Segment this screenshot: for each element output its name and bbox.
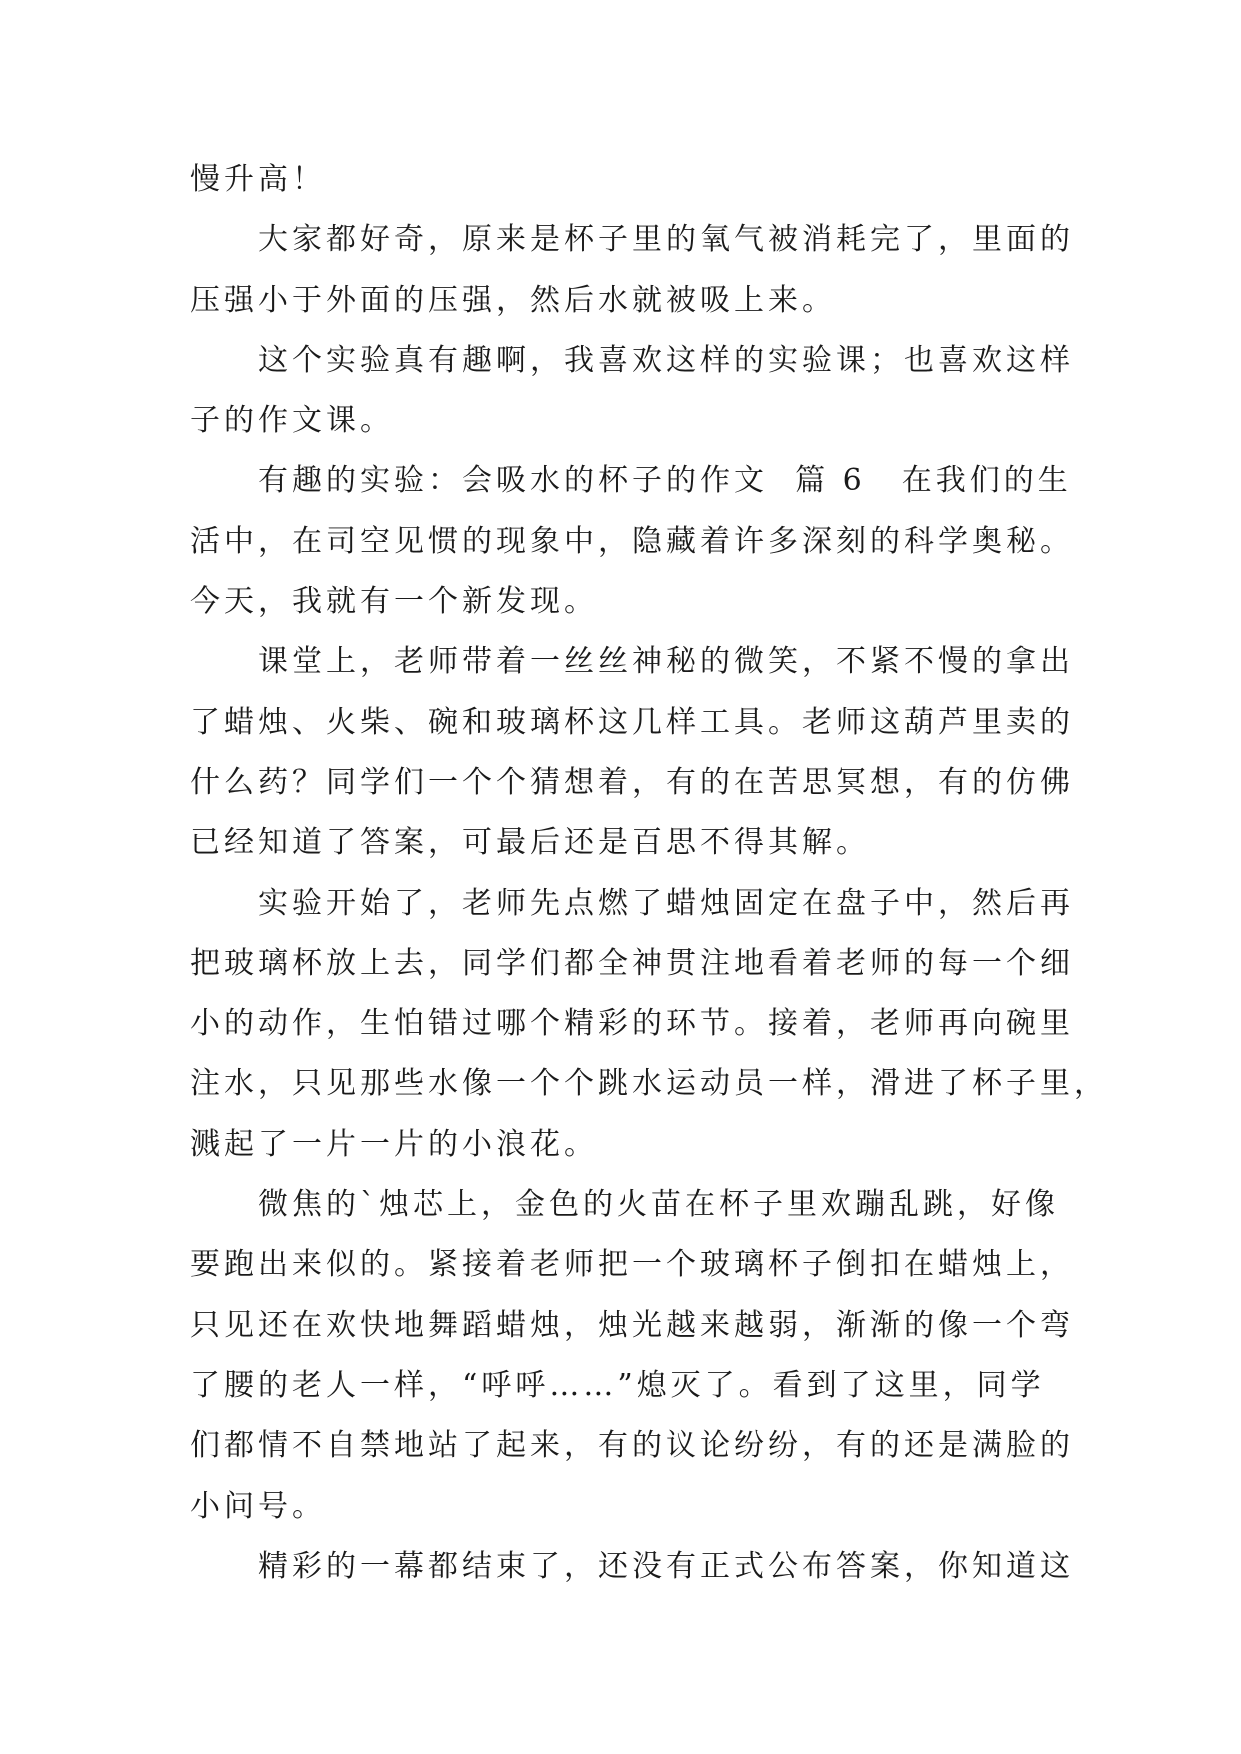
heading-line — [190, 451, 1072, 511]
text-line: 今天，我就有一个新发现。 — [190, 584, 598, 620]
text-line: 要跑出来似的。紧接着老师把一个玻璃杯子倒扣在蜡烛上， — [190, 1247, 1074, 1283]
paragraph-6 — [190, 874, 1108, 1175]
section-heading: 有趣的实验：会吸水的杯子的作文 篇 6 — [258, 463, 866, 499]
paragraph-3 — [190, 331, 1074, 452]
paragraph-5 — [190, 632, 1074, 873]
paragraph-7 — [190, 1175, 1074, 1537]
text-line: 子的作文课。 — [190, 403, 394, 439]
text-line: 了腰的老人一样，“呼呼……”熄灭了。看到了这里，同学 — [190, 1367, 1045, 1403]
paragraph-4 — [190, 451, 1074, 632]
text-line: 小的动作，生怕错过哪个精彩的环节。接着，老师再向碗里 — [190, 1006, 1074, 1042]
text-line: 实验开始了，老师先点燃了蜡烛固定在盘子中，然后再 — [258, 885, 1074, 921]
paragraph-2 — [190, 210, 1074, 331]
text-line: 注水，只见那些水像一个个跳水运动员一样，滑进了杯子里， — [190, 1066, 1108, 1102]
document-body — [190, 150, 1108, 1597]
text-line: 慢升高！ — [190, 162, 326, 197]
text-line: 溅起了一片一片的小浪花。 — [190, 1126, 598, 1162]
text-line: 已经知道了答案，可最后还是百思不得其解。 — [190, 825, 870, 861]
text-line: 什么药？同学们一个个猜想着，有的在苦思冥想，有的仿佛 — [190, 764, 1074, 800]
text-line: 把玻璃杯放上去，同学们都全神贯注地看着老师的每一个细 — [190, 945, 1074, 981]
paragraph-1 — [190, 150, 1060, 210]
text-line: 微焦的`烛芯上，金色的火苗在杯子里欢蹦乱跳，好像 — [258, 1187, 1059, 1223]
text-line: 课堂上，老师带着一丝丝神秘的微笑，不紧不慢的拿出 — [258, 644, 1074, 680]
text-line: 压强小于外面的压强，然后水就被吸上来。 — [190, 282, 836, 318]
text-line: 们都情不自禁地站了起来，有的议论纷纷，有的还是满脸的 — [190, 1428, 1074, 1464]
text-line: 这个实验真有趣啊，我喜欢这样的实验课；也喜欢这样 — [258, 342, 1074, 378]
text-line: 小问号。 — [190, 1488, 326, 1524]
text-line: 了蜡烛、火柴、碗和玻璃杯这几样工具。老师这葫芦里卖的 — [190, 704, 1074, 740]
text-line: 只见还在欢快地舞蹈蜡烛，烛光越来越弱，渐渐的像一个弯 — [190, 1307, 1074, 1343]
text-line: 精彩的一幕都结束了，还没有正式公布答案，你知道这 — [258, 1548, 1074, 1584]
text-fragment: 在我们的生 — [901, 463, 1072, 499]
paragraph-8 — [190, 1537, 1074, 1597]
text-line: 大家都好奇，原来是杯子里的氧气被消耗完了，里面的 — [258, 222, 1074, 258]
text-line: 活中，在司空见惯的现象中，隐藏着许多深刻的科学奥秘。 — [190, 523, 1074, 559]
